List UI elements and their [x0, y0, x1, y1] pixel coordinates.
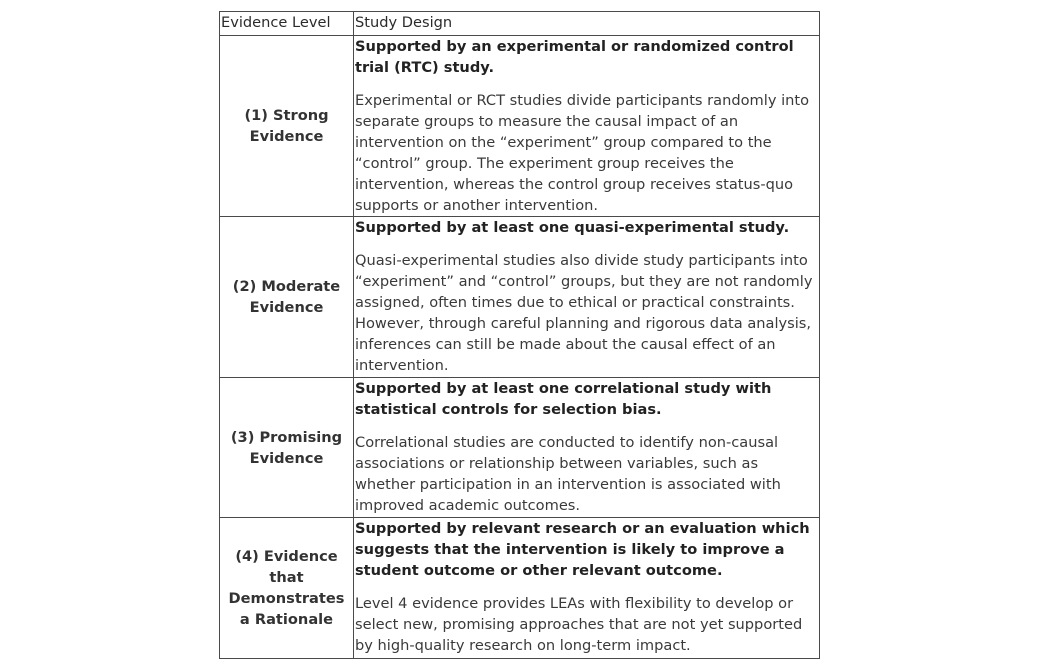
design-detail: Correlational studies are conducted to identify non-causal associations or relationship between variables, such as whether participation in an intervention is associated with improved academic outcomes. [355, 434, 781, 514]
header-study-design: Study Design [354, 12, 820, 36]
study-design-cell [354, 36, 820, 217]
evidence-levels-table [219, 11, 820, 659]
evidence-level-cell: (1) Strong Evidence [220, 36, 354, 217]
study-design-cell [354, 518, 820, 659]
design-summary: Supported by an experimental or randomized control trial (RTC) study. [355, 38, 794, 76]
design-detail: Quasi-experimental studies also divide study participants into “experiment” and “control” groups, but they are not randomly assigned, often times due to ethical or practical constraints. However, through careful planning and rigorous data analysis, inferences can still be made about the causal effect of an intervention. [355, 252, 813, 374]
evidence-level-cell: (3) Promising Evidence [220, 378, 354, 518]
table-row [220, 518, 820, 659]
study-design-cell [354, 378, 820, 518]
design-detail: Level 4 evidence provides LEAs with flexibility to develop or select new, promising approaches that are not yet supported by high-quality research on long-term impact. [355, 595, 803, 654]
table-header-row [220, 12, 820, 36]
table-row [220, 36, 820, 217]
design-summary: Supported by relevant research or an evaluation which suggests that the intervention is likely to improve a student outcome or other relevant outcome. [355, 520, 810, 579]
design-summary: Supported by at least one quasi-experimental study. [355, 219, 790, 236]
header-evidence-level: Evidence Level [220, 12, 354, 36]
evidence-level-cell: (2) Moderate Evidence [220, 217, 354, 378]
table-row [220, 217, 820, 378]
design-summary: Supported by at least one correlational study with statistical controls for selection bias. [355, 380, 772, 418]
design-detail: Experimental or RCT studies divide participants randomly into separate groups to measure the causal impact of an intervention on the “experiment” group compared to the “control” group. The experiment group receives the intervention, whereas the control group receives status-quo supports or another intervention. [355, 92, 810, 214]
evidence-level-cell: (4) Evidence that Demonstrates a Rationale [220, 518, 354, 659]
study-design-cell [354, 217, 820, 378]
table-row [220, 378, 820, 518]
